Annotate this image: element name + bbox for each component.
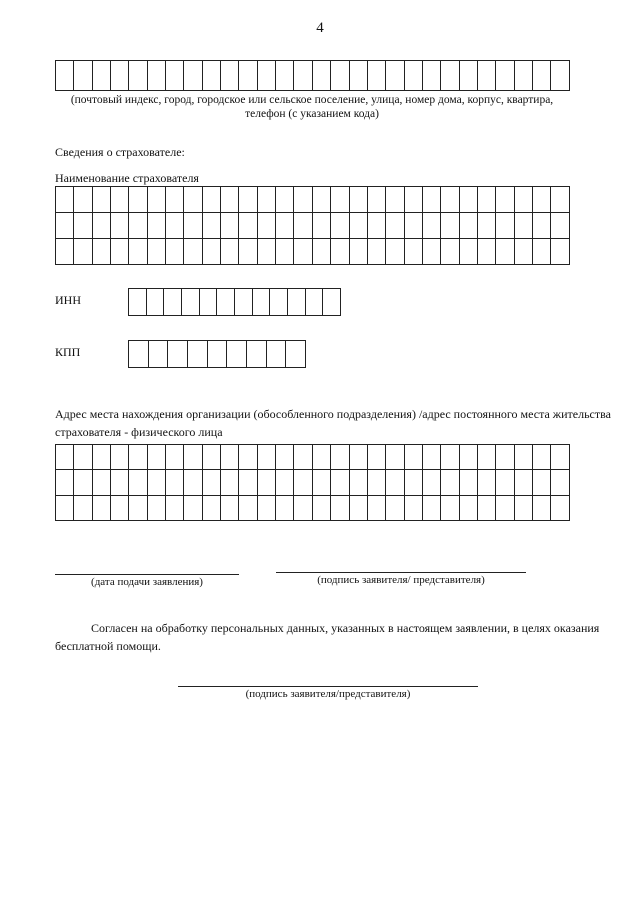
input-cell[interactable] xyxy=(459,444,477,469)
input-cell[interactable] xyxy=(514,60,532,90)
location-label-2: страхователя - физического лица xyxy=(55,425,223,439)
input-cell[interactable] xyxy=(238,469,256,494)
input-cell[interactable] xyxy=(367,444,385,469)
input-cell[interactable] xyxy=(477,212,495,238)
input-cell[interactable] xyxy=(220,212,238,238)
input-cell[interactable] xyxy=(330,60,348,90)
input-cell[interactable] xyxy=(275,469,293,494)
input-cell[interactable] xyxy=(238,60,256,90)
input-cell[interactable] xyxy=(532,444,550,469)
input-cell[interactable] xyxy=(55,238,73,264)
input-cell[interactable] xyxy=(147,212,165,238)
input-cell[interactable] xyxy=(514,495,532,520)
consent-text-2: бесплатной помощи. xyxy=(55,639,161,653)
input-cell[interactable] xyxy=(147,444,165,469)
input-cell[interactable] xyxy=(146,288,164,315)
input-cell[interactable] xyxy=(128,288,146,315)
input-cell[interactable] xyxy=(422,238,440,264)
input-cell[interactable] xyxy=(532,469,550,494)
input-cell[interactable] xyxy=(128,186,146,212)
input-cell[interactable] xyxy=(305,288,323,315)
input-cell[interactable] xyxy=(422,444,440,469)
input-cell[interactable] xyxy=(110,186,128,212)
input-cell[interactable] xyxy=(55,212,73,238)
date-caption: (дата подачи заявления) xyxy=(91,576,203,588)
applicant-signature-line[interactable] xyxy=(276,572,526,573)
input-cell[interactable] xyxy=(404,238,422,264)
input-cell[interactable] xyxy=(165,444,183,469)
input-cell[interactable] xyxy=(293,238,311,264)
address-top-caption-1: (почтовый индекс, город, городское или сельское поселение, улица, номер дома, корпус, квартира, xyxy=(70,94,554,106)
input-cell[interactable] xyxy=(532,238,550,264)
input-cell[interactable] xyxy=(257,186,275,212)
input-cell[interactable] xyxy=(459,469,477,494)
input-cell[interactable] xyxy=(220,238,238,264)
input-cell[interactable] xyxy=(238,212,256,238)
consent-signature-caption: (подпись заявителя/представителя) xyxy=(245,688,411,700)
input-cell[interactable] xyxy=(128,340,148,367)
input-cell[interactable] xyxy=(404,60,422,90)
input-cell[interactable] xyxy=(220,469,238,494)
input-cell[interactable] xyxy=(275,238,293,264)
input-cell[interactable] xyxy=(257,60,275,90)
grid-row xyxy=(55,238,569,264)
grid-row xyxy=(55,495,569,520)
input-cell[interactable] xyxy=(367,469,385,494)
input-cell[interactable] xyxy=(459,212,477,238)
input-cell[interactable] xyxy=(92,444,110,469)
input-cell[interactable] xyxy=(385,212,403,238)
input-cell[interactable] xyxy=(202,444,220,469)
input-cell[interactable] xyxy=(477,495,495,520)
input-cell[interactable] xyxy=(202,186,220,212)
input-cell[interactable] xyxy=(495,469,513,494)
input-cell[interactable] xyxy=(312,212,330,238)
input-cell[interactable] xyxy=(165,212,183,238)
input-cell[interactable] xyxy=(285,340,305,367)
address-top-grid[interactable] xyxy=(55,60,570,91)
input-cell[interactable] xyxy=(293,186,311,212)
input-cell[interactable] xyxy=(477,186,495,212)
input-cell[interactable] xyxy=(202,238,220,264)
input-cell[interactable] xyxy=(293,469,311,494)
input-cell[interactable] xyxy=(312,60,330,90)
input-cell[interactable] xyxy=(183,60,201,90)
input-cell[interactable] xyxy=(349,444,367,469)
input-cell[interactable] xyxy=(459,495,477,520)
input-cell[interactable] xyxy=(404,495,422,520)
input-cell[interactable] xyxy=(404,186,422,212)
input-cell[interactable] xyxy=(514,469,532,494)
input-cell[interactable] xyxy=(257,495,275,520)
input-cell[interactable] xyxy=(422,60,440,90)
input-cell[interactable] xyxy=(275,60,293,90)
input-cell[interactable] xyxy=(330,469,348,494)
input-cell[interactable] xyxy=(404,212,422,238)
input-cell[interactable] xyxy=(73,186,91,212)
input-cell[interactable] xyxy=(440,238,458,264)
input-cell[interactable] xyxy=(128,238,146,264)
location-label-1: Адрес места нахождения организации (обособленного подразделения) /адрес постоянного места жительства xyxy=(55,407,611,421)
input-cell[interactable] xyxy=(110,212,128,238)
input-cell[interactable] xyxy=(514,444,532,469)
input-cell[interactable] xyxy=(440,186,458,212)
input-cell[interactable] xyxy=(110,469,128,494)
input-cell[interactable] xyxy=(92,186,110,212)
input-cell[interactable] xyxy=(312,444,330,469)
input-cell[interactable] xyxy=(349,495,367,520)
input-cell[interactable] xyxy=(404,444,422,469)
input-cell[interactable] xyxy=(495,495,513,520)
insurer-section-title: Сведения о страхователе: xyxy=(55,145,185,159)
input-cell[interactable] xyxy=(165,469,183,494)
input-cell[interactable] xyxy=(477,238,495,264)
input-cell[interactable] xyxy=(202,495,220,520)
input-cell[interactable] xyxy=(312,186,330,212)
input-cell[interactable] xyxy=(165,495,183,520)
input-cell[interactable] xyxy=(257,444,275,469)
insurer-name-grid[interactable] xyxy=(55,186,570,265)
input-cell[interactable] xyxy=(55,444,73,469)
input-cell[interactable] xyxy=(440,212,458,238)
input-cell[interactable] xyxy=(550,60,568,90)
input-cell[interactable] xyxy=(183,238,201,264)
input-cell[interactable] xyxy=(459,60,477,90)
date-signature-line[interactable] xyxy=(55,574,239,575)
input-cell[interactable] xyxy=(73,469,91,494)
input-cell[interactable] xyxy=(550,212,568,238)
input-cell[interactable] xyxy=(293,212,311,238)
input-cell[interactable] xyxy=(312,469,330,494)
input-cell[interactable] xyxy=(165,238,183,264)
input-cell[interactable] xyxy=(92,212,110,238)
input-cell[interactable] xyxy=(367,186,385,212)
grid-row xyxy=(55,186,569,212)
input-cell[interactable] xyxy=(275,444,293,469)
page-number: 4 xyxy=(316,20,324,36)
input-cell[interactable] xyxy=(266,340,286,367)
input-cell[interactable] xyxy=(349,238,367,264)
input-cell[interactable] xyxy=(55,469,73,494)
input-cell[interactable] xyxy=(330,238,348,264)
input-cell[interactable] xyxy=(220,495,238,520)
input-cell[interactable] xyxy=(257,469,275,494)
input-cell[interactable] xyxy=(495,212,513,238)
input-cell[interactable] xyxy=(404,469,422,494)
input-cell[interactable] xyxy=(330,212,348,238)
input-cell[interactable] xyxy=(202,212,220,238)
input-cell[interactable] xyxy=(110,495,128,520)
address-top-caption-2: телефон (с указанием кода) xyxy=(245,108,379,120)
location-grid[interactable] xyxy=(55,444,570,521)
grid-row xyxy=(128,288,340,315)
input-cell[interactable] xyxy=(367,495,385,520)
insurer-name-label: Наименование страхователя xyxy=(55,171,199,185)
input-cell[interactable] xyxy=(163,288,181,315)
input-cell[interactable] xyxy=(110,238,128,264)
input-cell[interactable] xyxy=(238,444,256,469)
input-cell[interactable] xyxy=(165,60,183,90)
input-cell[interactable] xyxy=(330,495,348,520)
input-cell[interactable] xyxy=(495,60,513,90)
input-cell[interactable] xyxy=(312,495,330,520)
input-cell[interactable] xyxy=(147,495,165,520)
input-cell[interactable] xyxy=(275,212,293,238)
input-cell[interactable] xyxy=(385,238,403,264)
input-cell[interactable] xyxy=(128,212,146,238)
input-cell[interactable] xyxy=(330,444,348,469)
input-cell[interactable] xyxy=(147,186,165,212)
input-cell[interactable] xyxy=(532,212,550,238)
input-cell[interactable] xyxy=(293,495,311,520)
consent-text-1: Согласен на обработку персональных данных, указанных в настоящем заявлении, в целях оказания xyxy=(91,621,600,635)
input-cell[interactable] xyxy=(367,60,385,90)
input-cell[interactable] xyxy=(187,340,207,367)
grid-row xyxy=(55,212,569,238)
input-cell[interactable] xyxy=(514,238,532,264)
input-cell[interactable] xyxy=(55,495,73,520)
input-cell[interactable] xyxy=(550,238,568,264)
input-cell[interactable] xyxy=(55,186,73,212)
input-cell[interactable] xyxy=(202,469,220,494)
input-cell[interactable] xyxy=(550,469,568,494)
input-cell[interactable] xyxy=(349,186,367,212)
input-cell[interactable] xyxy=(199,288,217,315)
input-cell[interactable] xyxy=(183,444,201,469)
input-cell[interactable] xyxy=(73,444,91,469)
input-cell[interactable] xyxy=(220,60,238,90)
input-cell[interactable] xyxy=(165,186,183,212)
input-cell[interactable] xyxy=(440,60,458,90)
input-cell[interactable] xyxy=(275,495,293,520)
input-cell[interactable] xyxy=(440,495,458,520)
input-cell[interactable] xyxy=(73,495,91,520)
input-cell[interactable] xyxy=(202,60,220,90)
input-cell[interactable] xyxy=(246,340,266,367)
input-cell[interactable] xyxy=(183,212,201,238)
input-cell[interactable] xyxy=(238,186,256,212)
input-cell[interactable] xyxy=(550,186,568,212)
input-cell[interactable] xyxy=(148,340,168,367)
input-cell[interactable] xyxy=(257,212,275,238)
input-cell[interactable] xyxy=(422,469,440,494)
input-cell[interactable] xyxy=(238,495,256,520)
input-cell[interactable] xyxy=(183,495,201,520)
input-cell[interactable] xyxy=(252,288,270,315)
input-cell[interactable] xyxy=(73,60,91,90)
input-cell[interactable] xyxy=(422,495,440,520)
inn-label: ИНН xyxy=(55,293,81,307)
input-cell[interactable] xyxy=(532,186,550,212)
input-cell[interactable] xyxy=(440,444,458,469)
input-cell[interactable] xyxy=(226,340,246,367)
input-cell[interactable] xyxy=(220,444,238,469)
input-cell[interactable] xyxy=(234,288,252,315)
input-cell[interactable] xyxy=(349,60,367,90)
input-cell[interactable] xyxy=(477,469,495,494)
input-cell[interactable] xyxy=(422,212,440,238)
input-cell[interactable] xyxy=(128,444,146,469)
input-cell[interactable] xyxy=(349,469,367,494)
input-cell[interactable] xyxy=(495,444,513,469)
input-cell[interactable] xyxy=(477,444,495,469)
input-cell[interactable] xyxy=(385,186,403,212)
input-cell[interactable] xyxy=(495,238,513,264)
input-cell[interactable] xyxy=(92,60,110,90)
input-cell[interactable] xyxy=(128,469,146,494)
applicant-signature-caption: (подпись заявителя/ представителя) xyxy=(317,574,485,586)
input-cell[interactable] xyxy=(181,288,199,315)
input-cell[interactable] xyxy=(495,186,513,212)
inn-grid[interactable] xyxy=(128,288,341,316)
consent-signature-line[interactable] xyxy=(178,686,478,687)
input-cell[interactable] xyxy=(220,186,238,212)
input-cell[interactable] xyxy=(330,186,348,212)
input-cell[interactable] xyxy=(550,444,568,469)
input-cell[interactable] xyxy=(167,340,187,367)
input-cell[interactable] xyxy=(92,238,110,264)
input-cell[interactable] xyxy=(367,212,385,238)
input-cell[interactable] xyxy=(128,495,146,520)
input-cell[interactable] xyxy=(257,238,275,264)
input-cell[interactable] xyxy=(110,60,128,90)
input-cell[interactable] xyxy=(110,444,128,469)
input-cell[interactable] xyxy=(385,60,403,90)
kpp-grid[interactable] xyxy=(128,340,306,368)
input-cell[interactable] xyxy=(349,212,367,238)
input-cell[interactable] xyxy=(440,469,458,494)
input-cell[interactable] xyxy=(293,444,311,469)
input-cell[interactable] xyxy=(128,60,146,90)
input-cell[interactable] xyxy=(147,60,165,90)
input-cell[interactable] xyxy=(293,60,311,90)
input-cell[interactable] xyxy=(367,238,385,264)
input-cell[interactable] xyxy=(238,238,256,264)
grid-row xyxy=(55,60,569,90)
input-cell[interactable] xyxy=(312,238,330,264)
input-cell[interactable] xyxy=(459,186,477,212)
input-cell[interactable] xyxy=(514,186,532,212)
input-cell[interactable] xyxy=(422,186,440,212)
input-cell[interactable] xyxy=(459,238,477,264)
input-cell[interactable] xyxy=(55,60,73,90)
input-cell[interactable] xyxy=(92,469,110,494)
input-cell[interactable] xyxy=(322,288,340,315)
input-cell[interactable] xyxy=(207,340,227,367)
input-cell[interactable] xyxy=(183,186,201,212)
input-cell[interactable] xyxy=(532,495,550,520)
input-cell[interactable] xyxy=(385,495,403,520)
input-cell[interactable] xyxy=(183,469,201,494)
kpp-label: КПП xyxy=(55,345,81,359)
input-cell[interactable] xyxy=(147,469,165,494)
input-cell[interactable] xyxy=(147,238,165,264)
input-cell[interactable] xyxy=(385,444,403,469)
input-cell[interactable] xyxy=(216,288,234,315)
grid-row xyxy=(55,444,569,469)
input-cell[interactable] xyxy=(269,288,287,315)
grid-row xyxy=(128,340,305,367)
input-cell[interactable] xyxy=(514,212,532,238)
input-cell[interactable] xyxy=(385,469,403,494)
input-cell[interactable] xyxy=(73,238,91,264)
input-cell[interactable] xyxy=(550,495,568,520)
input-cell[interactable] xyxy=(92,495,110,520)
input-cell[interactable] xyxy=(287,288,305,315)
grid-row xyxy=(55,469,569,494)
input-cell[interactable] xyxy=(532,60,550,90)
input-cell[interactable] xyxy=(477,60,495,90)
input-cell[interactable] xyxy=(275,186,293,212)
input-cell[interactable] xyxy=(73,212,91,238)
